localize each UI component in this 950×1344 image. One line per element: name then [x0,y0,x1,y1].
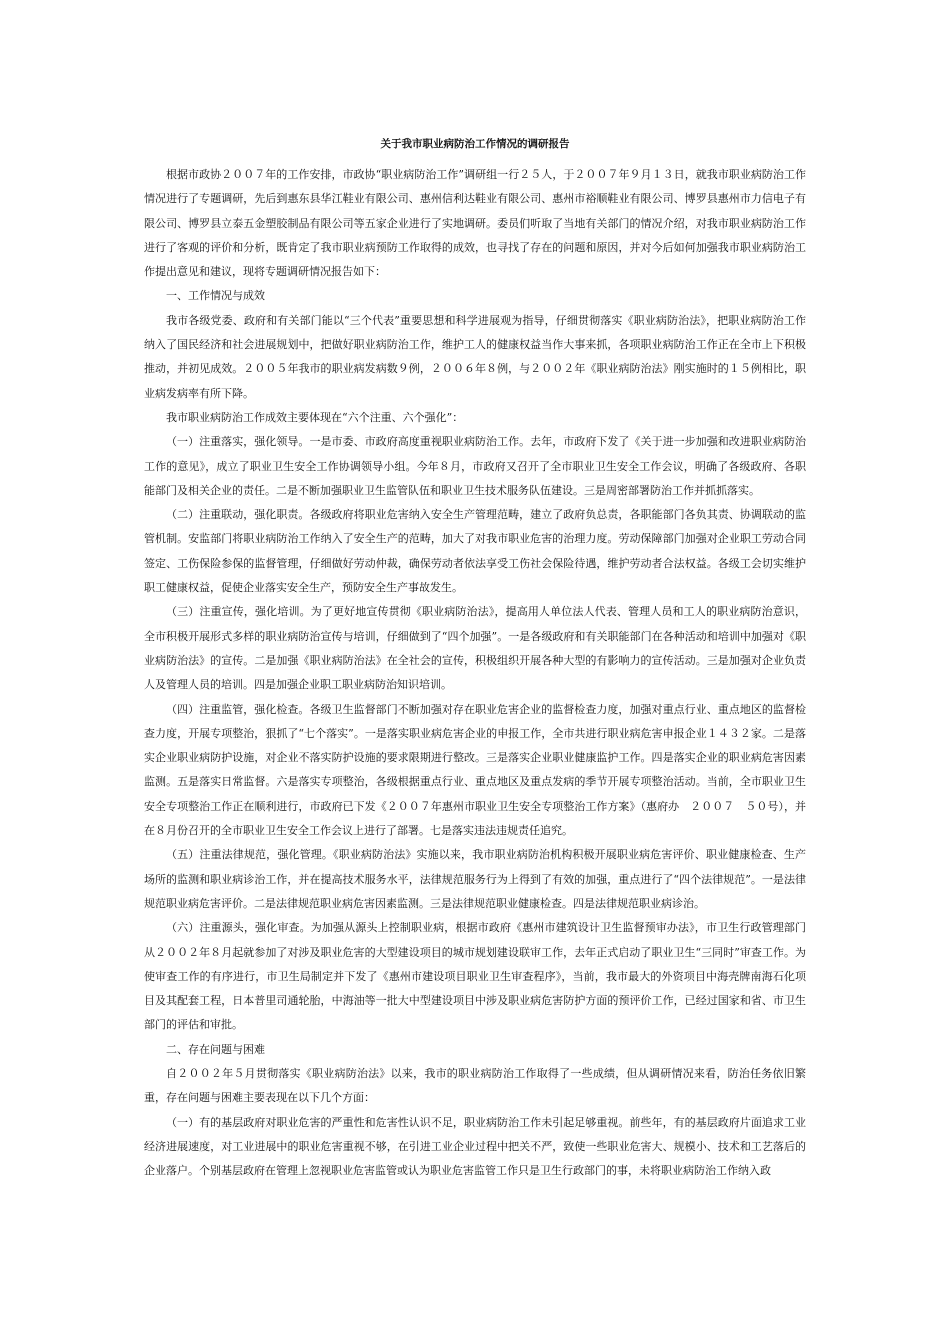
problems-overview-paragraph: 自２００２年５月贯彻落实《职业病防治法》以来，我市的职业病防治工作取得了一些成绩，但从调研情况来看，防治任务依旧繁重，存在问题与困难主要表现在以下几个方面： [144,1066,806,1105]
item-6-review-paragraph: （六）注重源头，强化审查。为加强从源头上控制职业病，根据市政府《惠州市建筑设计卫生监督预审办法》，市卫生行政管理部门从２００２年８月起就参加了对涉及职业危害的大型建设项目的城市规划建设联审工作，去年正式启动了职业卫生“三同时”审查工作。为使审查工作的有序进行，市卫生局制定并下发了《惠州市建设项目职业卫生审查程序》，当前，我市最大的外资项目中海壳牌南海石化项目及其配套工程，日本普里司通轮胎，中海油等一批大中型建设项目中涉及职业病危害防护方面的预评价工作，已经过国家和省、市卫生部门的评估和审批。 [144,921,806,1032]
section-heading-achievements: 一、工作情况与成效 [166,289,265,303]
document-body [144,163,806,1183]
section-heading-problems: 二、存在问题与困难 [166,1042,265,1056]
item-4-inspection-paragraph: （四）注重监管，强化检查。各级卫生监督部门不断加强对存在职业危害企业的监督检查力度，加强对重点行业、重点地区的监督检查力度，开展专项整治，狠抓了“七个落实”。一是落实职业病危害企业的申报工作，全市共进行职业病危害申报企业１４３２家。二是落实企业职业病防护设施，对企业不落实防护设施的要求限期进行整改。三是落实企业职业健康监护工作。四是落实企业的职业病危害因素监测。五是落实日常监督。六是落实专项整治，各级根据重点行业、重点地区及重点发病的季节开展专项整治活动。当前，全市职业卫生安全专项整治工作正在顺利进行，市政府已下发《２００７年惠州市职业卫生安全专项整治工作方案》（惠府办 ２００７ ５０号），并在８月份召开的全市职业卫生安全工作会议上进行了部署。七是落实违法违规责任追究。 [144,702,806,838]
problem-1-paragraph: （一）有的基层政府对职业危害的严重性和危害性认识不足，职业病防治工作未引起足够重视。前些年，有的基层政府片面追求工业经济进展速度，对工业进展中的职业危害重视不够，在引进工业企业过程中把关不严，致使一些职业危害大、规模小、技术和工艺落后的企业落户。个别基层政府在管理上忽视职业危害监管或认为职业危害监管工作只是卫生行政部门的事，未将职业病防治工作纳入政 [144,1115,806,1178]
document-title: 关于我市职业病防治工作情况的调研报告 [380,138,570,150]
achievements-overview-paragraph: 我市各级党委、政府和有关部门能以“三个代表”重要思想和科学进展观为指导，仔细贯彻落实《职业病防治法》，把职业病防治工作纳入了国民经济和社会进展规划中，把做好职业病防治工作，维护工人的健康权益当作大事来抓，各项职业病防治工作正在全市上下积极推动，并初见成效。２００５年我市的职业病发病数９例，２００６年８例，与２００２年《职业病防治法》刚实施时的１５例相比，职业病发病率有所下降。 [144,313,806,400]
item-1-leadership-paragraph: （一）注重落实，强化领导。一是市委、市政府高度重视职业病防治工作。去年，市政府下发了《关于进一步加强和改进职业病防治工作的意见》，成立了职业卫生安全工作协调领导小组。今年８月，市政府又召开了全市职业卫生安全工作会议，明确了各级政府、各职能部门及相关企业的责任。二是不断加强职业卫生监管队伍和职业卫生技术服务队伍建设。三是周密部署防治工作并抓抓落实。 [144,435,806,497]
six-emphases-paragraph: 我市职业病防治工作成效主要体现在“六个注重、六个强化”： [166,410,464,424]
item-2-responsibility-paragraph: （二）注重联动，强化职责。各级政府将职业危害纳入安全生产管理范畴，建立了政府负总责，各职能部门各负其责、协调联动的监管机制。安监部门将职业病防治工作纳入了安全生产的范畴，加大了对我市职业危害的治理力度。劳动保障部门加强对企业职工劳动合同签定、工伤保险参保的监督管理，仔细做好劳动仲裁，确保劳动者依法享受工伤社会保险待遇，维护劳动者合法权益。各级工会切实维护职工健康权益，促使企业落实安全生产，预防安全生产事故发生。 [144,508,806,595]
item-5-management-paragraph: （五）注重法律规范，强化管理。《职业病防治法》实施以来，我市职业病防治机构积极开展职业病危害评价、职业健康检查、生产场所的监测和职业病诊治工作，并在提高技术服务水平，法律规范服务行为上得到了有效的加强，重点进行了“四个法律规范”。一是法律规范职业病危害评价。二是法律规范职业病危害因素监测。三是法律规范职业健康检查。四是法律规范职业病诊治。 [144,848,806,910]
item-3-training-paragraph: （三）注重宣传，强化培训。为了更好地宣传贯彻《职业病防治法》，提高用人单位法人代表、管理人员和工人的职业病防治意识，全市积极开展形式多样的职业病防治宣传与培训，仔细做到了“四个加强”。一是各级政府和有关职能部门在各种活动和培训中加强对《职业病防治法》的宣传。二是加强《职业病防治法》在全社会的宣传，积极组织开展各种大型的有影响力的宣传活动。三是加强对企业负责人及管理人员的培训。四是加强企业职工职业病防治知识培训。 [144,605,806,692]
intro-paragraph: 根据市政协２００７年的工作安排，市政协“职业病防治工作”调研组一行２５人，于２００７年９月１３日，就我市职业病防治工作情况进行了专题调研，先后到惠东县华江鞋业有限公司、惠州信利达鞋业有限公司、惠州市裕顺鞋业有限公司、博罗县惠州市力信电子有限公司、博罗县立泰五金塑胶制品有限公司等五家企业进行了实地调研。委员们听取了当地有关部门的情况介绍，对我市职业病防治工作进行了客观的评价和分析，既肯定了我市职业病预防工作取得的成效，也寻找了存在的问题和原因，并对今后如何加强我市职业病防治工作提出意见和建议，现将专题调研情况报告如下： [144,168,806,279]
